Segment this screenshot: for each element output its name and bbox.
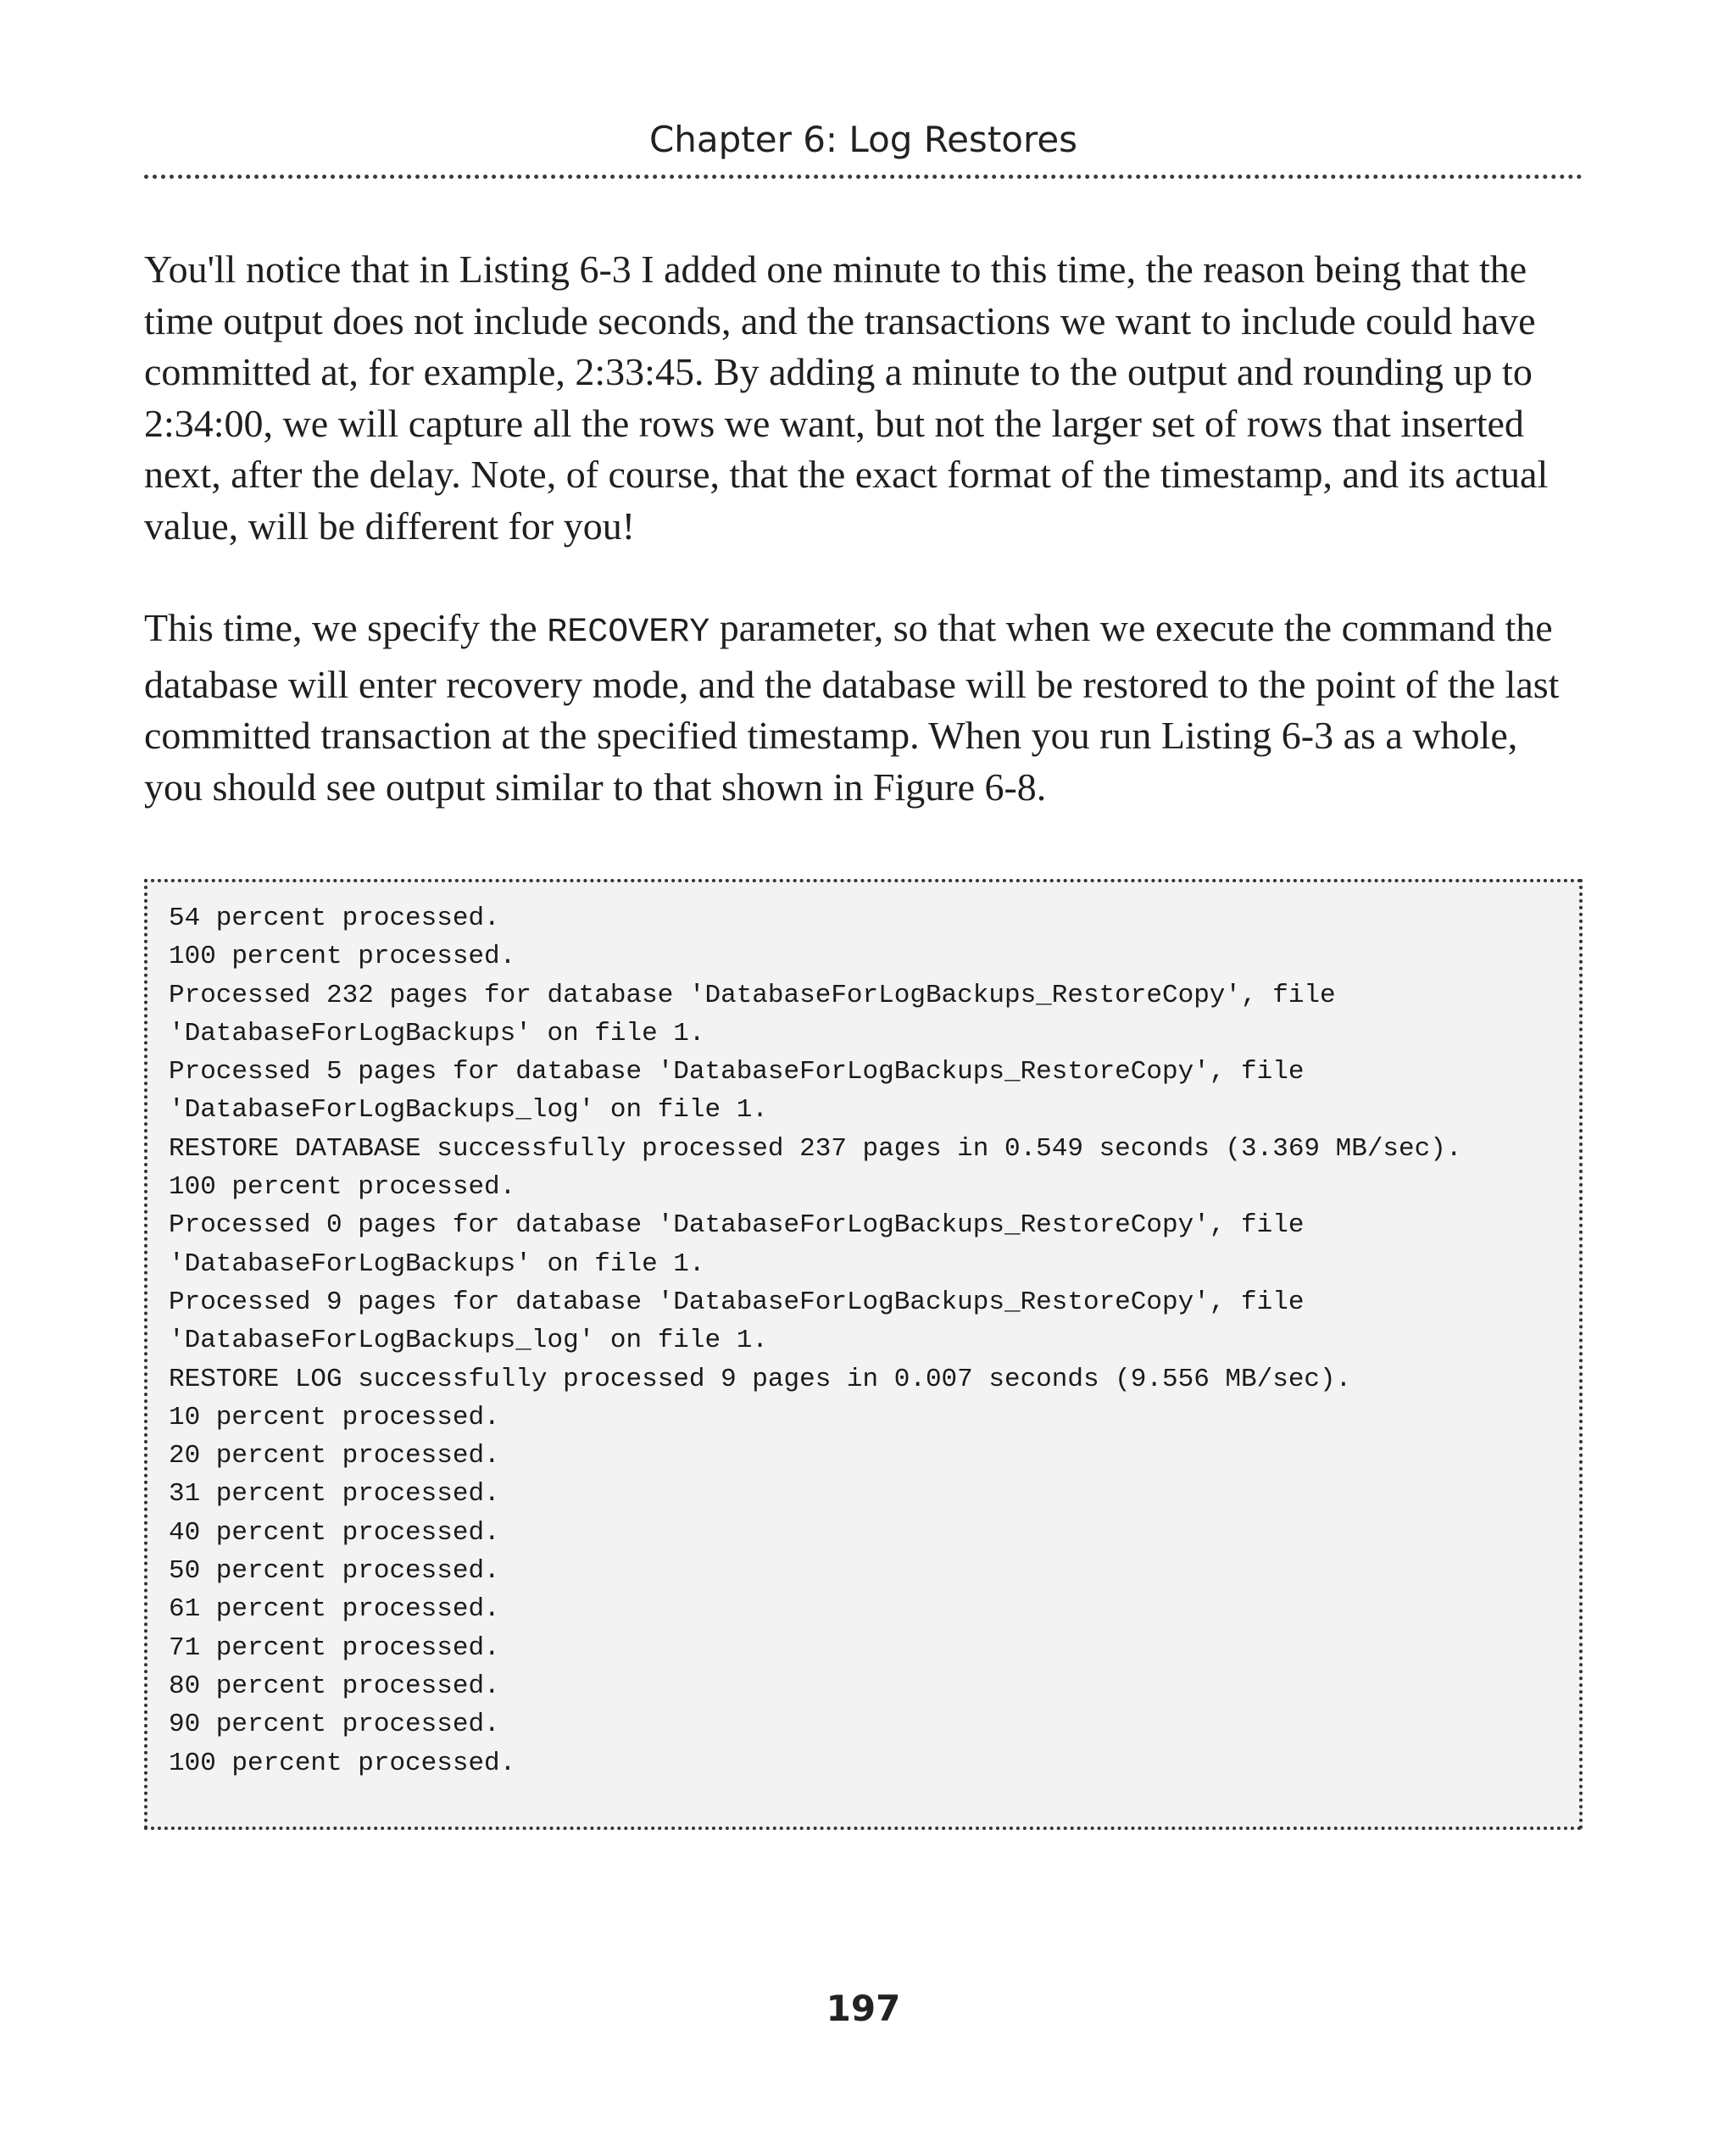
output-line: 71 percent processed. — [169, 1632, 500, 1663]
output-line: Processed 5 pages for database 'DatabaseForLogBackups_RestoreCopy', file — [169, 1057, 1305, 1087]
paragraph-2-text-before: This time, we specify the — [144, 606, 548, 649]
output-line: Processed 232 pages for database 'DatabaseForLogBackups_RestoreCopy', file — [169, 980, 1336, 1010]
output-lines — [169, 899, 1461, 1782]
page-number: 197 — [826, 1988, 901, 2029]
output-line: 40 percent processed. — [169, 1517, 500, 1548]
output-line: RESTORE LOG successfully processed 9 pages in 0.007 seconds (9.556 MB/sec). — [169, 1364, 1352, 1394]
header-divider — [144, 175, 1583, 179]
output-line: 10 percent processed. — [169, 1402, 500, 1432]
inline-code-recovery: RECOVERY — [547, 614, 710, 652]
output-line: 90 percent processed. — [169, 1710, 500, 1740]
output-line: 80 percent processed. — [169, 1671, 500, 1701]
output-line: Processed 0 pages for database 'DatabaseForLogBackups_RestoreCopy', file — [169, 1210, 1305, 1241]
output-line: 20 percent processed. — [169, 1441, 500, 1471]
output-line: 'DatabaseForLogBackups' on file 1. — [169, 1018, 705, 1048]
output-line: 'DatabaseForLogBackups' on file 1. — [169, 1248, 705, 1279]
output-line: 100 percent processed. — [169, 1748, 516, 1778]
output-line: 50 percent processed. — [169, 1556, 500, 1587]
body-paragraph-2 — [144, 603, 1585, 813]
output-line: RESTORE DATABASE successfully processed 237 pages in 0.549 seconds (3.369 MB/sec). — [169, 1133, 1462, 1164]
output-line: 'DatabaseForLogBackups_log' on file 1. — [169, 1326, 768, 1356]
body-paragraph-1: You'll notice that in Listing 6-3 I added one minute to this time, the reason being that the time output does not include seconds, and the transactions we want to include could have committed at, for example, 2:33:45. By adding a minute to the output and rounding up to 2:34:00, we will capture all the rows we want, but not the larger set of rows that inserted next, after the delay. Note, of course, that the exact format of the timestamp, and its actual value, will be different for you! — [144, 247, 1549, 548]
paragraph-2-text-after: parameter, so that when we execute the command the database will enter recovery mode, and the database will be restored to the point of the last committed transaction at the specified timestamp. When you run Listing 6-3 as a whole, you should see output similar to that shown in Figure 6-8. — [144, 606, 1560, 809]
output-line: 'DatabaseForLogBackups_log' on file 1. — [169, 1095, 768, 1126]
output-line: 61 percent processed. — [169, 1594, 500, 1625]
output-line: 54 percent processed. — [169, 904, 500, 933]
output-line: 100 percent processed. — [169, 1172, 516, 1203]
output-line: 100 percent processed. — [169, 942, 516, 972]
output-line: 31 percent processed. — [169, 1479, 500, 1510]
query-output-panel — [144, 879, 1583, 1830]
output-line: Processed 9 pages for database 'DatabaseForLogBackups_RestoreCopy', file — [169, 1287, 1305, 1317]
running-header: Chapter 6: Log Restores — [648, 119, 1078, 160]
